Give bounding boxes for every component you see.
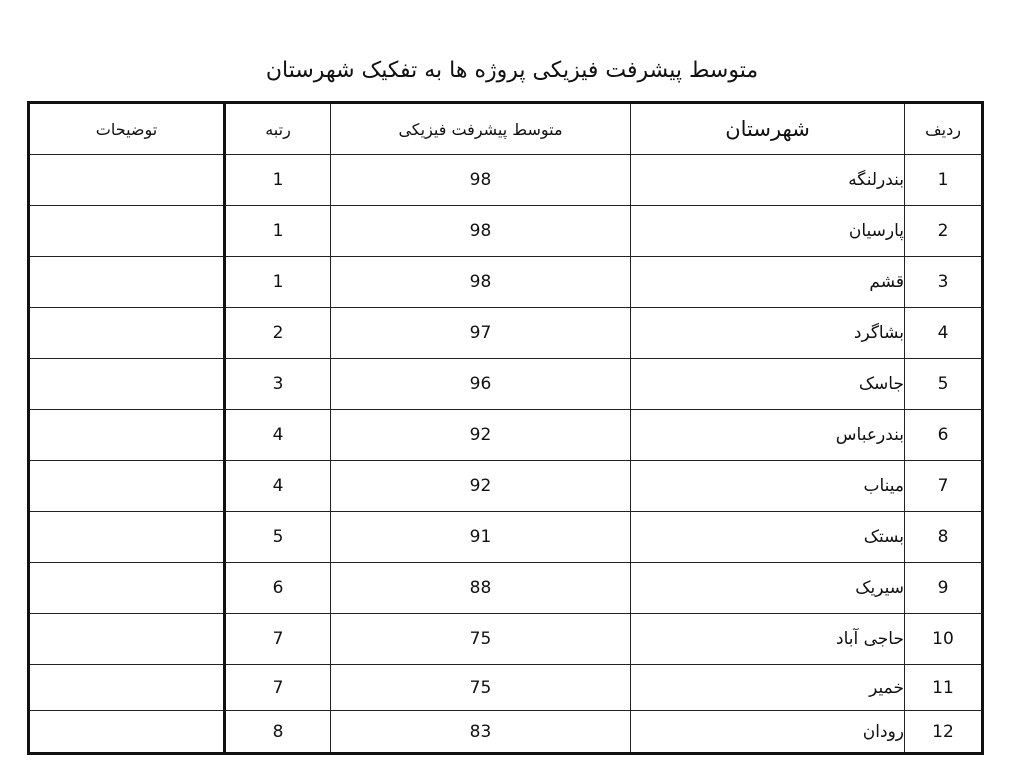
cell-city: پارسیان: [631, 206, 905, 257]
table-row: [29, 711, 983, 754]
cell-average-progress: 98: [331, 257, 631, 308]
cell-radif: 11: [905, 665, 983, 711]
cell-rank: 3: [225, 359, 331, 410]
cell-radif: 8: [905, 512, 983, 563]
cell-rank: 5: [225, 512, 331, 563]
progress-table: [27, 101, 984, 755]
header-notes: توضیحات: [29, 103, 225, 155]
cell-average-progress: 98: [331, 206, 631, 257]
header-row: [29, 103, 983, 155]
cell-notes: [29, 359, 225, 410]
cell-city: بندرلنگه: [631, 155, 905, 206]
cell-rank: 8: [225, 711, 331, 754]
cell-city: حاجی آباد: [631, 614, 905, 665]
cell-rank: 4: [225, 410, 331, 461]
table-row: [29, 155, 983, 206]
cell-rank: 1: [225, 257, 331, 308]
table-row: [29, 308, 983, 359]
table-row: [29, 359, 983, 410]
cell-notes: [29, 711, 225, 754]
cell-radif: 5: [905, 359, 983, 410]
cell-radif: 7: [905, 461, 983, 512]
cell-rank: 1: [225, 155, 331, 206]
cell-notes: [29, 308, 225, 359]
cell-rank: 6: [225, 563, 331, 614]
cell-notes: [29, 257, 225, 308]
cell-notes: [29, 614, 225, 665]
cell-average-progress: 88: [331, 563, 631, 614]
cell-average-progress: 83: [331, 711, 631, 754]
table-row: [29, 614, 983, 665]
cell-city: قشم: [631, 257, 905, 308]
table-row: [29, 563, 983, 614]
cell-city: رودان: [631, 711, 905, 754]
cell-radif: 6: [905, 410, 983, 461]
cell-rank: 7: [225, 665, 331, 711]
header-city: شهرستان: [631, 103, 905, 155]
header-average-progress: متوسط پیشرفت فیزیکی: [331, 103, 631, 155]
cell-city: بستک: [631, 512, 905, 563]
table-row: [29, 206, 983, 257]
cell-city: بندرعباس: [631, 410, 905, 461]
table-row: [29, 461, 983, 512]
cell-average-progress: 97: [331, 308, 631, 359]
cell-radif: 10: [905, 614, 983, 665]
cell-notes: [29, 665, 225, 711]
cell-radif: 1: [905, 155, 983, 206]
cell-notes: [29, 512, 225, 563]
cell-radif: 4: [905, 308, 983, 359]
cell-radif: 2: [905, 206, 983, 257]
cell-radif: 9: [905, 563, 983, 614]
cell-radif: 12: [905, 711, 983, 754]
cell-notes: [29, 410, 225, 461]
table-row: [29, 512, 983, 563]
table-row: [29, 410, 983, 461]
cell-radif: 3: [905, 257, 983, 308]
cell-notes: [29, 461, 225, 512]
cell-average-progress: 75: [331, 665, 631, 711]
cell-rank: 4: [225, 461, 331, 512]
cell-average-progress: 75: [331, 614, 631, 665]
table-row: [29, 665, 983, 711]
table-title: متوسط پیشرفت فیزیکی پروژه ها به تفکیک شهرستان: [265, 58, 759, 83]
table-row: [29, 257, 983, 308]
cell-notes: [29, 155, 225, 206]
cell-city: خمیر: [631, 665, 905, 711]
header-rank: رتبه: [225, 103, 331, 155]
cell-rank: 2: [225, 308, 331, 359]
cell-average-progress: 92: [331, 461, 631, 512]
cell-city: سیریک: [631, 563, 905, 614]
cell-notes: [29, 206, 225, 257]
cell-rank: 7: [225, 614, 331, 665]
cell-average-progress: 91: [331, 512, 631, 563]
cell-average-progress: 98: [331, 155, 631, 206]
header-radif: ردیف: [905, 103, 983, 155]
cell-city: میناب: [631, 461, 905, 512]
cell-rank: 1: [225, 206, 331, 257]
cell-notes: [29, 563, 225, 614]
cell-city: بشاگرد: [631, 308, 905, 359]
cell-average-progress: 92: [331, 410, 631, 461]
cell-average-progress: 96: [331, 359, 631, 410]
cell-city: جاسک: [631, 359, 905, 410]
